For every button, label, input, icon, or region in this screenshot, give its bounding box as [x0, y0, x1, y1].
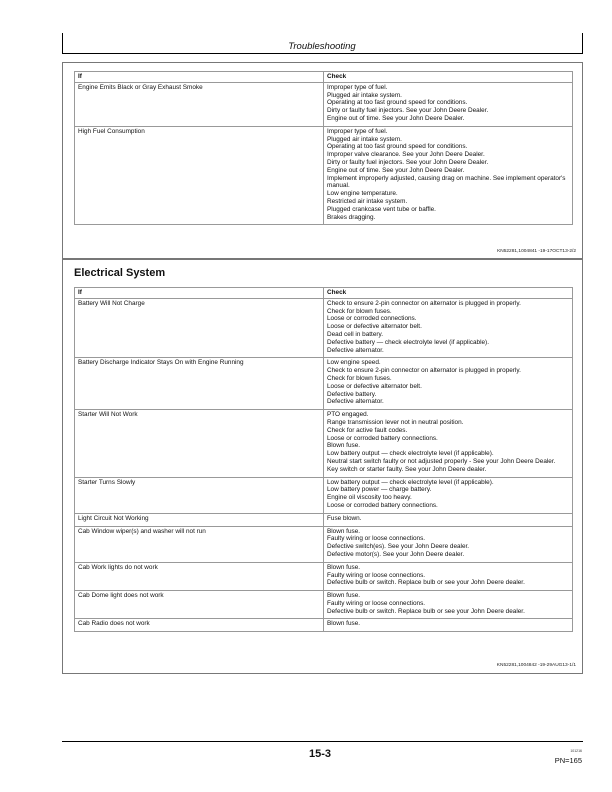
header-right-rule	[582, 33, 583, 53]
check-item: Operating at too fast ground speed for conditions.	[327, 99, 468, 107]
check-item: Check to ensure 2-pin connector on alternator is plugged in properly.	[327, 367, 521, 375]
footer-small-code: 101216	[570, 749, 582, 753]
table-row	[75, 82, 573, 126]
check-item: Restricted air intake system.	[327, 197, 408, 205]
if-cell: Battery Will Not Charge	[75, 298, 324, 358]
check-item: Loose or corroded connections.	[327, 315, 417, 323]
table-row	[75, 477, 573, 513]
check-item: Blown fuse.	[327, 620, 361, 628]
table-row	[75, 513, 573, 526]
if-cell: Cab Radio does not work	[75, 619, 324, 632]
check-cell	[324, 619, 573, 632]
check-item: Loose or corroded battery connections.	[327, 434, 438, 442]
check-item: Fuse blown.	[327, 514, 362, 522]
check-item: Low battery power — charge battery.	[327, 486, 432, 494]
footer-rule	[62, 741, 583, 742]
check-item: Loose or corroded battery connections.	[327, 501, 438, 509]
check-cell	[324, 126, 573, 225]
check-item: Defective battery — check electrolyte level (if applicable).	[327, 338, 489, 346]
if-cell: Light Circuit Not Working	[75, 513, 324, 526]
electrical-system-box	[62, 258, 583, 674]
check-item: Engine oil viscosity too heavy.	[327, 494, 412, 502]
reference-code: KN52281,1004841 -19-17OCT13-2/2	[497, 249, 576, 254]
check-item: Defective alternator.	[327, 398, 384, 406]
check-cell	[324, 591, 573, 619]
if-cell: Cab Work lights do not work	[75, 562, 324, 590]
check-item: Blown fuse.	[327, 527, 361, 535]
table-row	[75, 126, 573, 225]
check-item: Implement improperly adjusted, causing drag on machine. See implement operator's manual.	[327, 174, 568, 190]
reference-code: KN52281,1004842 -19-29AUG13-1/1	[496, 663, 576, 668]
check-item: Dead cell in battery.	[327, 330, 384, 338]
check-item: Check for active fault codes.	[327, 426, 408, 434]
table-header-row	[75, 288, 573, 299]
if-cell: Battery Discharge Indicator Stays On with Engine Running	[75, 358, 324, 410]
header-bottom-rule	[62, 53, 583, 54]
check-item: Faulty wiring or loose connections.	[327, 535, 426, 543]
table-row	[75, 410, 573, 477]
table-row	[75, 358, 573, 410]
check-item: Low battery output — check electrolyte level (if applicable).	[327, 478, 494, 486]
check-item: Operating at too fast ground speed for conditions.	[327, 143, 468, 151]
table-row	[75, 591, 573, 619]
page-header-title: Troubleshooting	[288, 41, 356, 52]
check-item: Plugged crankcase vent tube or baffle.	[327, 205, 436, 213]
check-cell	[324, 562, 573, 590]
check-item: Defective switch(es). See your John Deere dealer.	[327, 543, 470, 551]
check-cell	[324, 410, 573, 477]
column-header-if: If	[75, 288, 324, 299]
check-item: Check for blown fuses.	[327, 374, 392, 382]
column-header-if: If	[75, 72, 324, 83]
check-item: Defective battery.	[327, 390, 377, 398]
check-item: Blown fuse.	[327, 442, 361, 450]
check-item: Check to ensure 2-pin connector on alternator is plugged in properly.	[327, 299, 521, 307]
check-item: Dirty or faulty fuel injectors. See your John Deere Dealer.	[327, 107, 489, 115]
check-cell	[324, 526, 573, 562]
engine-troubleshooting-table	[74, 71, 573, 225]
section-title: Electrical System	[74, 267, 166, 279]
check-item: Loose or defective alternator belt.	[327, 323, 422, 331]
if-cell: Cab Window wiper(s) and washer will not run	[75, 526, 324, 562]
electrical-troubleshooting-table	[74, 287, 573, 632]
check-item: Defective bulb or switch. Replace bulb or see your John Deere dealer.	[327, 607, 525, 615]
footer-pn: PN=165	[554, 756, 582, 765]
check-item: Faulty wiring or loose connections.	[327, 599, 426, 607]
check-item: Low engine speed.	[327, 359, 381, 367]
if-cell: Starter Turns Slowly	[75, 477, 324, 513]
check-item: Blown fuse.	[327, 592, 361, 600]
check-item: Defective bulb or switch. Replace bulb or see your John Deere dealer.	[327, 579, 525, 587]
check-item: Improper type of fuel.	[327, 83, 388, 91]
check-item: Range transmission lever not in neutral position.	[327, 418, 464, 426]
check-item: Check for blown fuses.	[327, 307, 392, 315]
table-row	[75, 526, 573, 562]
page-number: 15-3	[308, 748, 332, 760]
check-cell	[324, 358, 573, 410]
troubleshooting-continued-box	[62, 62, 583, 260]
check-item: Improper type of fuel.	[327, 127, 388, 135]
table-header-row	[75, 72, 573, 83]
table-row	[75, 298, 573, 358]
check-cell	[324, 82, 573, 126]
column-header-check: Check	[324, 72, 573, 83]
check-item: Neutral start switch faulty or not adjusted properly - See your John Deere Dealer.	[327, 457, 556, 465]
table-row	[75, 619, 573, 632]
check-item: Improper valve clearance. See your John Deere Dealer.	[327, 151, 485, 159]
if-cell: Cab Dome light does not work	[75, 591, 324, 619]
check-item: Defective alternator.	[327, 346, 384, 354]
check-item: PTO engaged.	[327, 411, 369, 419]
if-cell: High Fuel Consumption	[75, 126, 324, 225]
table-row	[75, 562, 573, 590]
column-header-check: Check	[324, 288, 573, 299]
check-item: Dirty or faulty fuel injectors. See your John Deere Dealer.	[327, 158, 489, 166]
if-cell: Engine Emits Black or Gray Exhaust Smoke	[75, 82, 324, 126]
check-item: Key switch or starter faulty. See your John Deere dealer.	[327, 465, 487, 473]
check-item: Brakes dragging.	[327, 213, 376, 221]
check-item: Defective motor(s). See your John Deere dealer.	[327, 550, 465, 558]
check-item: Blown fuse.	[327, 563, 361, 571]
check-cell	[324, 513, 573, 526]
check-item: Engine out of time. See your John Deere Dealer.	[327, 166, 465, 174]
check-item: Plugged air intake system.	[327, 135, 402, 143]
check-cell	[324, 477, 573, 513]
check-item: Low battery output — check electrolyte level (if applicable).	[327, 450, 494, 458]
check-item: Faulty wiring or loose connections.	[327, 571, 426, 579]
check-item: Loose or defective alternator belt.	[327, 382, 422, 390]
check-item: Engine out of time. See your John Deere Dealer.	[327, 114, 465, 122]
if-cell: Starter Will Not Work	[75, 410, 324, 477]
check-cell	[324, 298, 573, 358]
check-item: Plugged air intake system.	[327, 91, 402, 99]
check-item: Low engine temperature.	[327, 190, 398, 198]
